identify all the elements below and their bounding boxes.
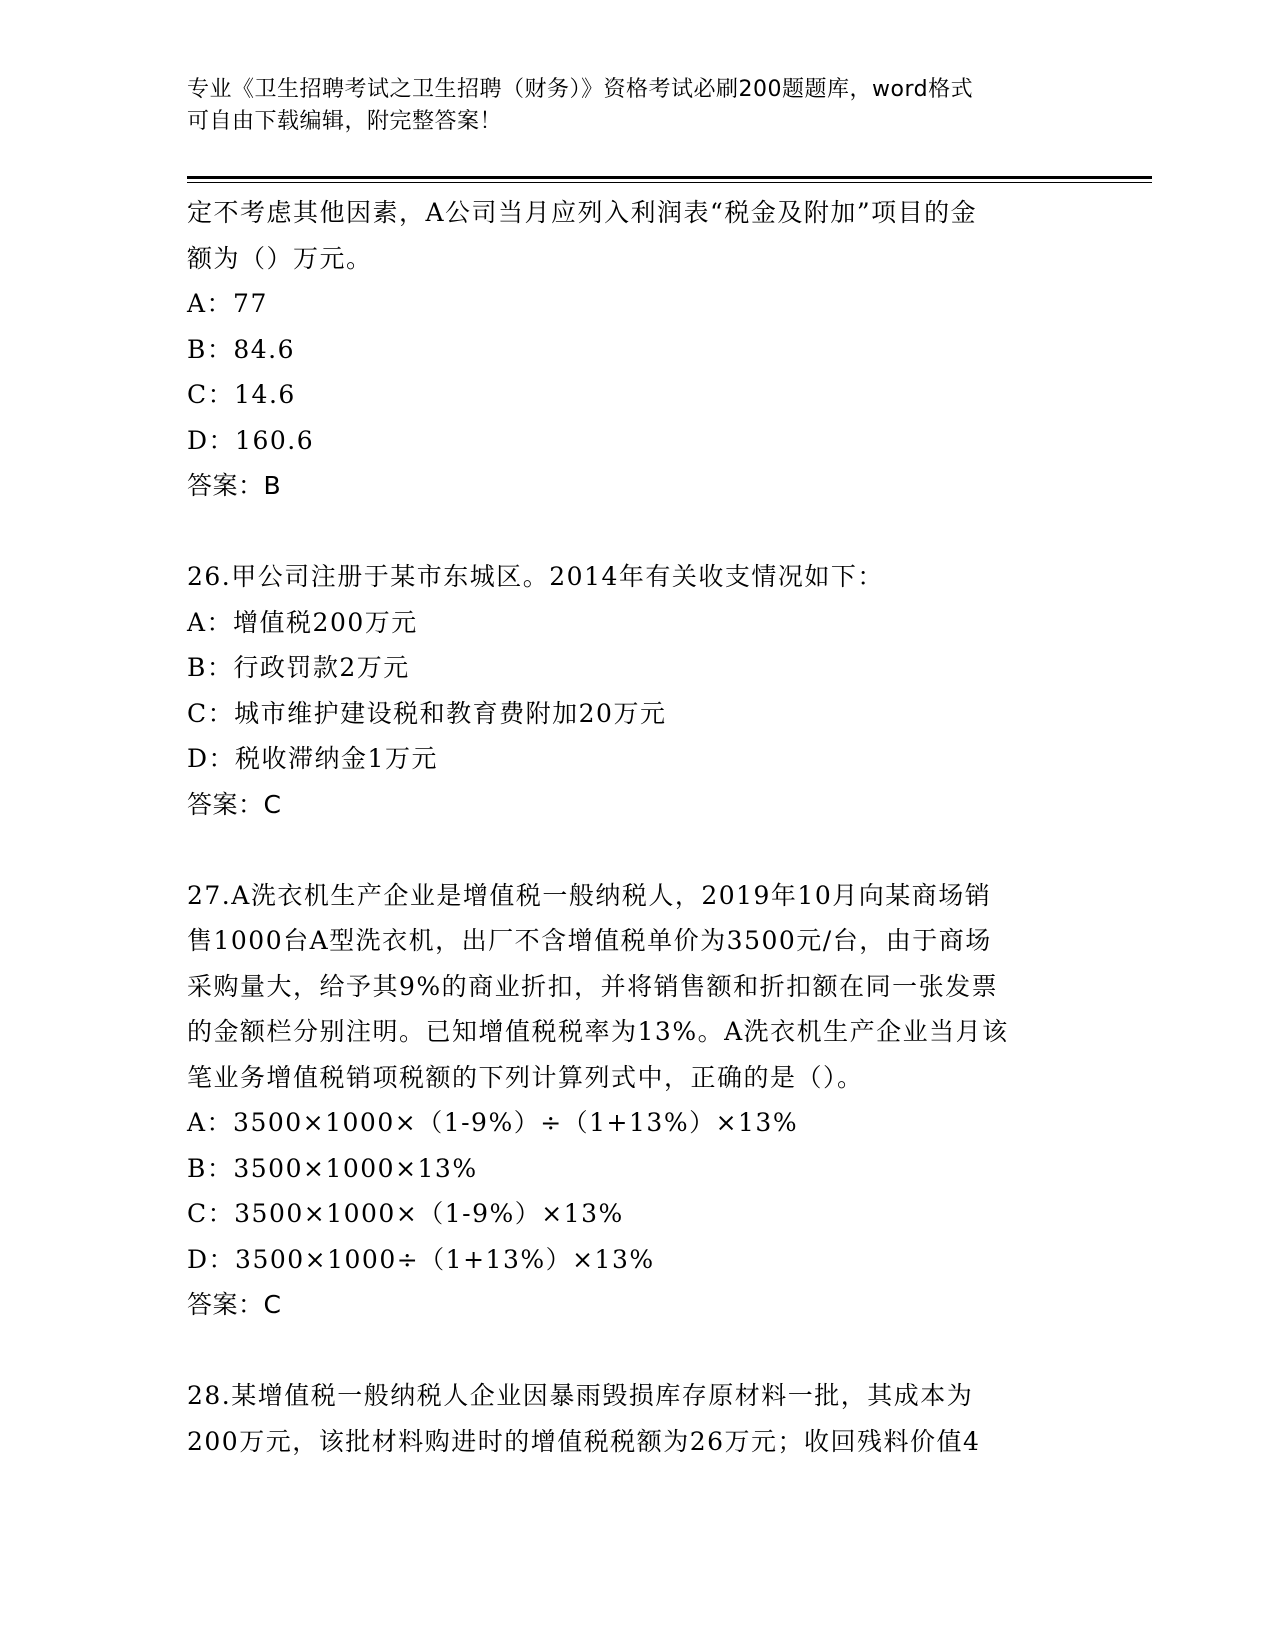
- question-26: [187, 554, 1087, 827]
- question-stem-line: 额为（）万元。: [187, 243, 373, 273]
- page-header: [187, 74, 1067, 138]
- answer-line: 答案：B: [187, 471, 282, 500]
- option-c: C：城市维护建设税和教育费附加20万元: [187, 698, 667, 728]
- question-stem-line: 笔业务增值税销项税额的下列计算列式中，正确的是（）。: [187, 1062, 864, 1092]
- question-stem-line: 采购量大，给予其9%的商业折扣，并将销售额和折扣额在同一张发票: [187, 971, 999, 1001]
- option-d: D：160.6: [187, 425, 315, 455]
- question-stem-line: 的金额栏分别注明。已知增值税税率为13%。A洗衣机生产企业当月该: [187, 1017, 1009, 1046]
- spacer: [187, 827, 1087, 873]
- header-title-line-1: 专业《卫生招聘考试之卫生招聘（财务）》资格考试必刷200题题库，word格式: [187, 77, 974, 102]
- answer-line: 答案：C: [187, 789, 282, 819]
- header-title-line-2: 可自由下载编辑，附完整答案！: [187, 109, 503, 134]
- question-stem-line: 200万元，该批材料购进时的增值税税额为26万元；收回残料价值4: [187, 1426, 981, 1456]
- option-b: B：行政罚款2万元: [187, 653, 410, 682]
- question-27: [187, 873, 1087, 1328]
- header-divider-thin: [187, 182, 1152, 183]
- option-d: D：3500×1000÷（1+13%）×13%: [187, 1244, 655, 1274]
- question-28: [187, 1373, 1087, 1464]
- question-25: [187, 190, 1087, 509]
- option-a: A：增值税200万元: [187, 607, 418, 637]
- question-stem-line: 定不考虑其他因素，A公司当月应列入利润表“税金及附加”项目的金: [187, 198, 978, 227]
- spacer: [187, 509, 1087, 555]
- spacer: [187, 1328, 1087, 1374]
- option-d: D：税收滞纳金1万元: [187, 744, 438, 773]
- option-a: A：77: [187, 289, 268, 318]
- answer-line: 答案：C: [187, 1290, 282, 1319]
- option-c: C：14.6: [187, 380, 296, 409]
- option-b: B：84.6: [187, 334, 296, 364]
- header-divider-thick: [187, 176, 1152, 179]
- question-content: [187, 190, 1087, 1464]
- question-stem-line: 26.甲公司注册于某市东城区。2014年有关收支情况如下：: [187, 562, 884, 591]
- question-stem-line: 27.A洗衣机生产企业是增值税一般纳税人，2019年10月向某商场销: [187, 880, 992, 910]
- question-stem-line: 28.某增值税一般纳税人企业因暴雨毁损库存原材料一批，其成本为: [187, 1381, 974, 1410]
- option-a: A：3500×1000×（1-9%）÷（1+13%）×13%: [187, 1108, 799, 1137]
- option-b: B：3500×1000×13%: [187, 1153, 478, 1183]
- question-stem-line: 售1000台A型洗衣机，出厂不含增值税单价为3500元/台，由于商场: [187, 926, 992, 955]
- option-c: C：3500×1000×（1-9%）×13%: [187, 1199, 624, 1228]
